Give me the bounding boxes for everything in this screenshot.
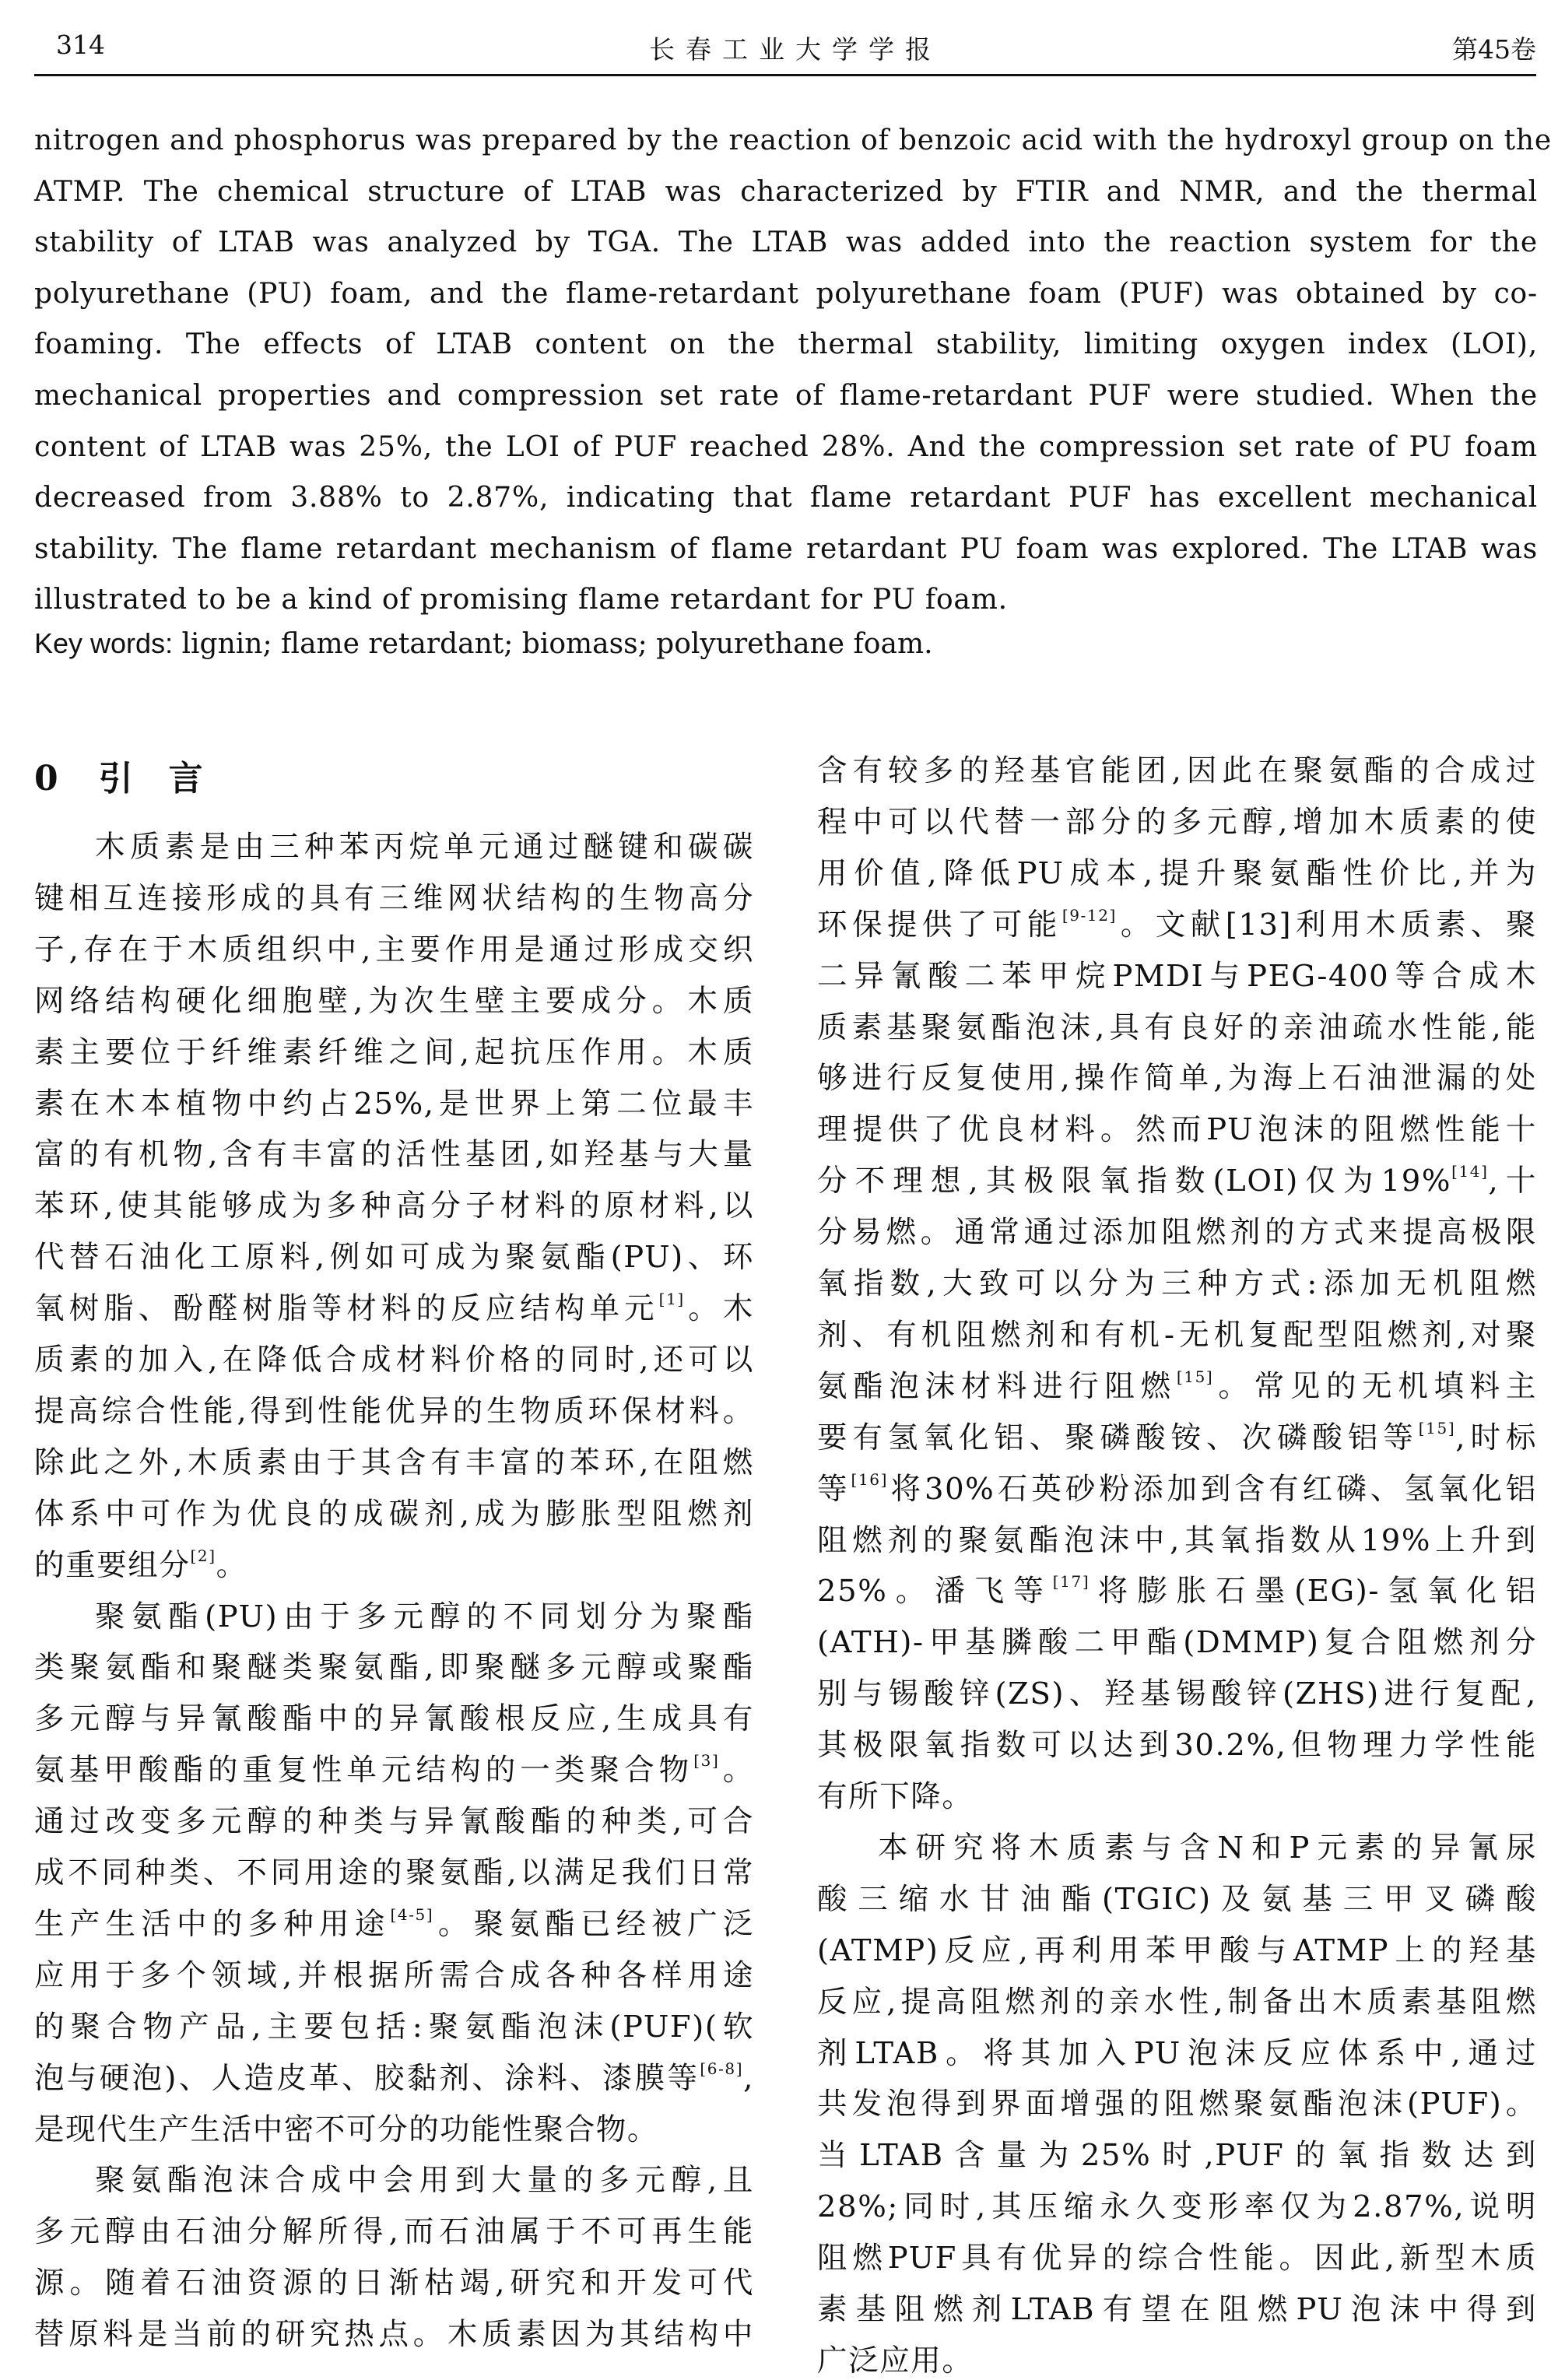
body-text-line: 程中可以代替一部分的多元醇,增加木质素的使 xyxy=(817,804,1537,840)
body-text-line: 氨酯泡沫材料进行阻燃[15]。常见的无机填料主 xyxy=(817,1367,1537,1404)
body-text-line: 苯环,使其能够成为多种高分子材料的原材料,以 xyxy=(34,1188,754,1224)
body-text-line: 多元醇由石油分解所得,而石油属于不可再生能 xyxy=(34,2214,754,2250)
body-text-line: 要有氢氧化铝、聚磷酸铵、次磷酸铝等[15],时标 xyxy=(817,1418,1538,1455)
body-text-line: (ATMP)反应,再利用苯甲酸与ATMP上的羟基 xyxy=(817,1932,1537,1968)
body-text-line: 别与锡酸锌(ZS)、羟基锡酸锌(ZHS)进行复配, xyxy=(817,1676,1537,1712)
body-text-line: 共发泡得到界面增强的阻燃聚氨酯泡沫(PUF)。 xyxy=(817,2087,1537,2122)
body-text-line: 剂LTAB。将其加入PU泡沫反应体系中,通过 xyxy=(817,2035,1537,2071)
body-text-line: 是现代生产生活中密不可分的功能性聚合物。 xyxy=(34,2111,659,2147)
body-text-line: 素基阻燃剂LTAB有望在阻燃PU泡沫中得到 xyxy=(817,2292,1537,2327)
body-text-line: 代替石油化工原料,例如可成为聚氨酯(PU)、环 xyxy=(34,1240,754,1276)
body-text-line: 够进行反复使用,操作简单,为海上石油泄漏的处 xyxy=(817,1061,1537,1097)
body-text-line: 二异氰酸二苯甲烷PMDI与PEG-400等合成木 xyxy=(817,958,1537,994)
body-text-line: 网络结构硬化细胞壁,为次生壁主要成分。木质 xyxy=(34,983,754,1019)
body-text-line: 的聚合物产品,主要包括:聚氨酯泡沫(PUF)(软 xyxy=(34,2009,754,2045)
section-title-char-1: 引 xyxy=(98,759,133,799)
body-text-line: 广泛应用。 xyxy=(817,2343,974,2378)
body-text-line: 富的有机物,含有丰富的活性基团,如羟基与大量 xyxy=(34,1137,754,1173)
abstract-line: nitrogen and phosphorus was prepared by the reaction of benzoic acid with the hydroxyl group on the xyxy=(34,125,1552,156)
header-rule xyxy=(34,74,1536,76)
body-text-line: 分易燃。通常通过添加阻燃剂的方式来提高极限 xyxy=(817,1215,1537,1251)
abstract-line: polyurethane (PU) foam, and the flame-retardant polyurethane foam (PUF) was obtained by co- xyxy=(34,277,1538,310)
abstract-line: decreased from 3.88% to 2.87%, indicating that flame retardant PUF has excellent mechanical xyxy=(34,482,1538,514)
body-text-line: 素在木本植物中约占25%,是世界上第二位最丰 xyxy=(34,1086,754,1122)
body-text-line: 反应,提高阻燃剂的亲水性,制备出木质素基阻燃 xyxy=(817,1984,1537,2020)
body-text-line: 提高综合性能,得到性能优异的生物质环保材料。 xyxy=(34,1393,754,1429)
body-text-line: 聚氨酯(PU)由于多元醇的不同划分为聚酯 xyxy=(95,1599,754,1634)
body-text-line: 氧指数,大致可以分为三种方式:添加无机阻燃 xyxy=(817,1266,1537,1301)
body-text-line: 子,存在于木质组织中,主要作用是通过形成交织 xyxy=(34,932,754,967)
abstract-line: stability of LTAB was analyzed by TGA. The LTAB was added into the reaction system for the xyxy=(34,226,1538,259)
keywords xyxy=(34,627,933,660)
section-number: 0 xyxy=(34,759,58,799)
body-text-line: 体系中可作为优良的成碳剂,成为膨胀型阻燃剂 xyxy=(34,1496,754,1532)
abstract-line: mechanical properties and compression set rate of flame-retardant PUF were studied. When the xyxy=(34,379,1538,412)
body-text-line: 酸三缩水甘油酯(TGIC)及氨基三甲叉磷酸 xyxy=(817,1881,1537,1917)
body-text-line: 用价值,降低PU成本,提升聚氨酯性价比,并为 xyxy=(817,855,1537,891)
body-text-line: 阻燃PUF具有优异的综合性能。因此,新型木质 xyxy=(817,2241,1537,2276)
body-text-line: 28%;同时,其压缩永久变形率仅为2.87%,说明 xyxy=(817,2189,1537,2225)
body-text-line: 理提供了优良材料。然而PU泡沫的阻燃性能十 xyxy=(817,1112,1537,1148)
body-text-line: 其极限氧指数可以达到30.2%,但物理力学性能 xyxy=(817,1728,1537,1764)
body-text-line: 多元醇与异氰酸酯中的异氰酸根反应,生成具有 xyxy=(34,1701,754,1737)
volume-label: 第45卷 xyxy=(1452,34,1536,65)
body-text-line: 素主要位于纤维素纤维之间,起抗压作用。木质 xyxy=(34,1034,754,1070)
body-text-line: 成不同种类、不同用途的聚氨酯,以满足我们日常 xyxy=(34,1855,754,1890)
body-text-line: 25%。潘飞等[17]将膨胀石墨(EG)-氢氧化铝 xyxy=(817,1572,1538,1609)
section-title-char-2: 言 xyxy=(168,759,203,799)
body-text-line: 替原料是当前的研究热点。木质素因为其结构中 xyxy=(34,2317,754,2353)
body-text-line: 除此之外,木质素由于其含有丰富的苯环,在阻燃 xyxy=(34,1444,754,1480)
abstract-line: stability. The flame retardant mechanism of flame retardant PU foam was explored. The LTAB was xyxy=(34,532,1538,565)
keywords-text: lignin; flame retardant; biomass; polyurethane foam. xyxy=(181,628,933,660)
body-text-line: 泡与硬泡)、人造皮革、胶黏剂、涂料、漆膜等[6-8], xyxy=(34,2059,754,2096)
body-text-line: 剂、有机阻燃剂和有机-无机复配型阻燃剂,对聚 xyxy=(817,1317,1537,1353)
body-text-line: 含有较多的羟基官能团,因此在聚氨酯的合成过 xyxy=(817,753,1537,788)
keywords-label: Key words: xyxy=(34,627,174,659)
body-text-line: 生产生活中的多种用途[4-5]。聚氨酯已经被广泛 xyxy=(34,1904,754,1942)
body-text-line: 分不理想,其极限氧指数(LOI)仅为19%[14],十 xyxy=(817,1162,1537,1199)
journal-title: 长春工业大学学报 xyxy=(649,34,942,65)
body-text-line: 等[16]将30%石英砂粉添加到含有红磷、氢氧化铝 xyxy=(817,1469,1537,1507)
page-number: 314 xyxy=(56,30,105,60)
body-text-line: 质素的加入,在降低合成材料价格的同时,还可以 xyxy=(34,1343,754,1378)
body-text-line: 氧树脂、酚醛树脂等材料的反应结构单元[1]。木 xyxy=(34,1290,754,1327)
english-abstract xyxy=(34,115,1552,626)
abstract-line: foaming. The effects of LTAB content on the thermal stability, limiting oxygen index (LOI), xyxy=(34,328,1538,361)
body-text-line: 本研究将木质素与含N和P元素的异氰尿 xyxy=(878,1830,1537,1866)
body-text-line: 木质素是由三种苯丙烷单元通过醚键和碳碳 xyxy=(95,830,754,865)
body-text-line: 应用于多个领域,并根据所需合成各种各样用途 xyxy=(34,1957,754,1993)
body-text-line: 质素基聚氨酯泡沫,具有良好的亲油疏水性能,能 xyxy=(817,1009,1537,1045)
abstract-line: illustrated to be a kind of promising flame retardant for PU foam. xyxy=(34,584,1008,616)
body-text-line: (ATH)-甲基膦酸二甲酯(DMMP)复合阻燃剂分 xyxy=(817,1625,1537,1661)
body-text-line: 通过改变多元醇的种类与异氰酸酯的种类,可合 xyxy=(34,1804,754,1840)
body-text-line: 环保提供了可能[9-12]。文献[13]利用木质素、聚 xyxy=(817,905,1537,943)
abstract-line: ATMP. The chemical structure of LTAB was characterized by FTIR and NMR, and the thermal xyxy=(34,175,1538,208)
body-text-line: 的重要组分[2]。 xyxy=(34,1546,247,1583)
page-header xyxy=(34,23,1536,67)
body-text-line: 有所下降。 xyxy=(817,1779,974,1814)
body-text-line: 键相互连接形成的具有三维网状结构的生物高分 xyxy=(34,880,754,916)
body-text-line: 聚氨酯泡沫合成中会用到大量的多元醇,且 xyxy=(95,2163,754,2199)
abstract-line: content of LTAB was 25%, the LOI of PUF reached 28%. And the compression set rate of PU foam xyxy=(34,430,1538,463)
body-text-line: 源。随着石油资源的日渐枯竭,研究和开发可代 xyxy=(34,2266,754,2301)
body-text-line: 氨基甲酸酯的重复性单元结构的一类聚合物[3]。 xyxy=(34,1751,754,1789)
body-text-line: 类聚氨酯和聚醚类聚氨酯,即聚醚多元醇或聚酯 xyxy=(34,1650,754,1686)
body-text-line: 当LTAB含量为25%时,PUF的氧指数达到 xyxy=(817,2138,1537,2174)
section-heading xyxy=(34,750,203,800)
body-text-line: 阻燃剂的聚氨酯泡沫中,其氧指数从19%上升到 xyxy=(817,1522,1537,1558)
